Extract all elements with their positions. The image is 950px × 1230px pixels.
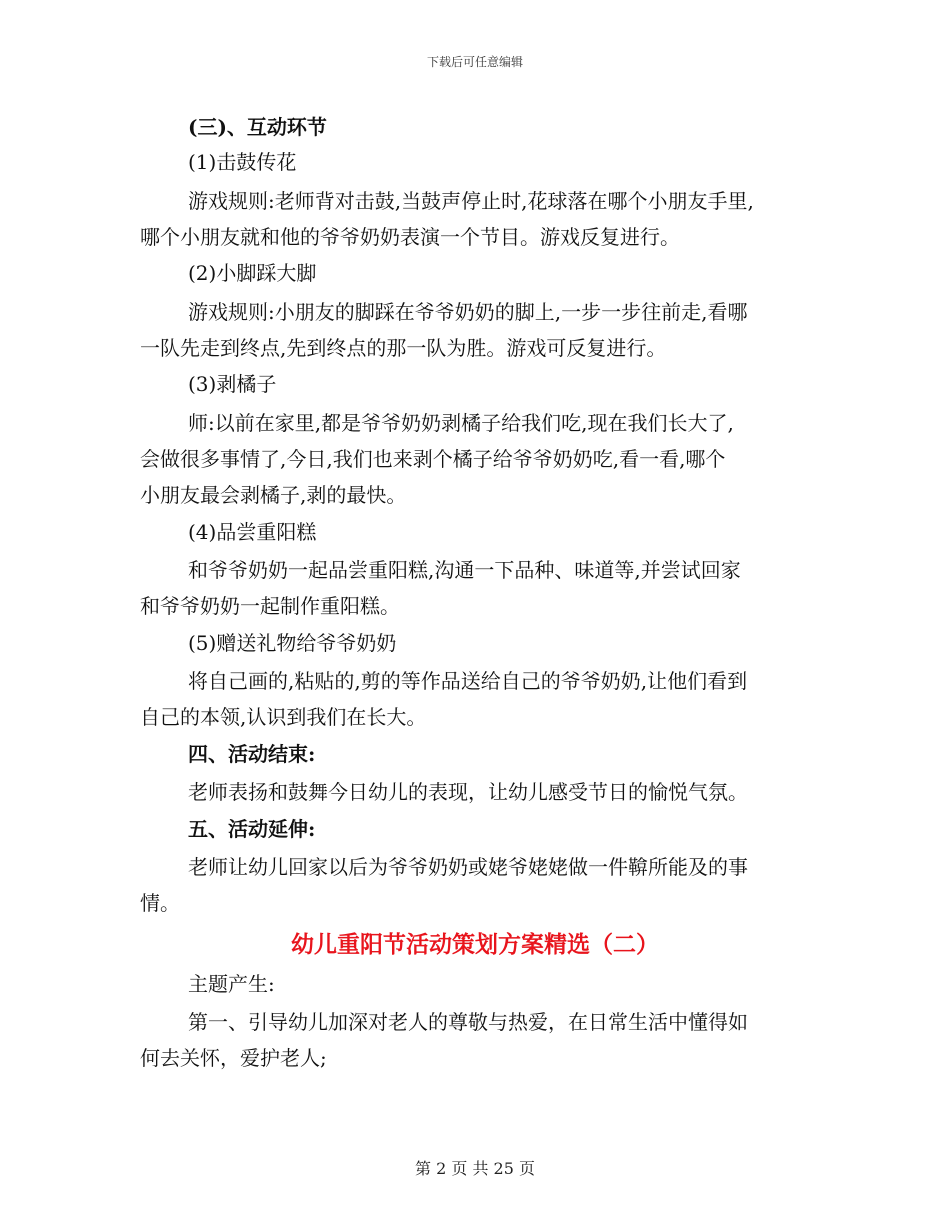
paragraph-line: 游戏规则:小朋友的脚踩在爷爷奶奶的脚上,一步一步往前走,看哪 <box>188 300 748 324</box>
paragraph-line: 老师表扬和鼓舞今日幼儿的表现，让幼儿感受节日的愉悦气氛。 <box>188 780 748 804</box>
page-footer: 第 2 页 共 25 页 <box>415 1159 535 1178</box>
paragraph-line: 师:以前在家里,都是爷爷奶奶剥橘子给我们吃,现在我们长大了, <box>188 411 734 435</box>
paragraph-line: 老师让幼儿回家以后为爷爷奶奶或姥爷姥姥做一件鞥所能及的事 <box>188 855 748 879</box>
paragraph-line: 情。 <box>140 891 180 915</box>
paragraph-line: 小朋友最会剥橘子,剥的最快。 <box>140 483 407 507</box>
paragraph-line: 和爷爷奶奶一起制作重阳糕。 <box>140 594 400 618</box>
paragraph-line: 第一、引导幼儿加深对老人的尊敬与热爱，在日常生活中懂得如 <box>188 1010 748 1034</box>
subheading-3: (3)剥橘子 <box>188 372 277 396</box>
page-header: 下载后可任意编辑 <box>426 55 523 69</box>
heading-interaction: (三)、互动环节 <box>188 115 327 139</box>
paragraph-line: 自己的本领,认识到我们在长大。 <box>140 705 427 729</box>
subheading-5: (5)赠送礼物给爷爷奶奶 <box>188 631 397 655</box>
paragraph-line: 游戏规则:老师背对击鼓,当鼓声停止时,花球落在哪个小朋友手里, <box>188 189 754 213</box>
heading-activity-end: 四、活动结束: <box>188 742 316 766</box>
heading-activity-extension: 五、活动延伸: <box>188 817 316 841</box>
paragraph-line: 何去关怀，爱护老人; <box>140 1046 327 1070</box>
subheading-1: (1)击鼓传花 <box>188 150 297 174</box>
paragraph-line: 会做很多事情了,今日,我们也来剥个橘子给爷爷奶奶吃,看一看,哪个 <box>140 447 726 471</box>
paragraph-line: 主题产生: <box>188 972 275 996</box>
section-title: 幼儿重阳节活动策划方案精选（二） <box>291 931 659 958</box>
paragraph-line: 和爷爷奶奶一起品尝重阳糕,沟通一下品种、味道等,并尝试回家 <box>188 558 741 582</box>
paragraph-line: 将自己画的,粘贴的,剪的等作品送给自己的爷爷奶奶,让他们看到 <box>188 669 748 693</box>
subheading-4: (4)品尝重阳糕 <box>188 520 317 544</box>
subheading-2: (2)小脚踩大脚 <box>188 261 317 285</box>
paragraph-line: 哪个小朋友就和他的爷爷奶奶表演一个节目。游戏反复进行。 <box>140 225 680 249</box>
paragraph-line: 一队先走到终点,先到终点的那一队为胜。游戏可反复进行。 <box>140 336 667 360</box>
